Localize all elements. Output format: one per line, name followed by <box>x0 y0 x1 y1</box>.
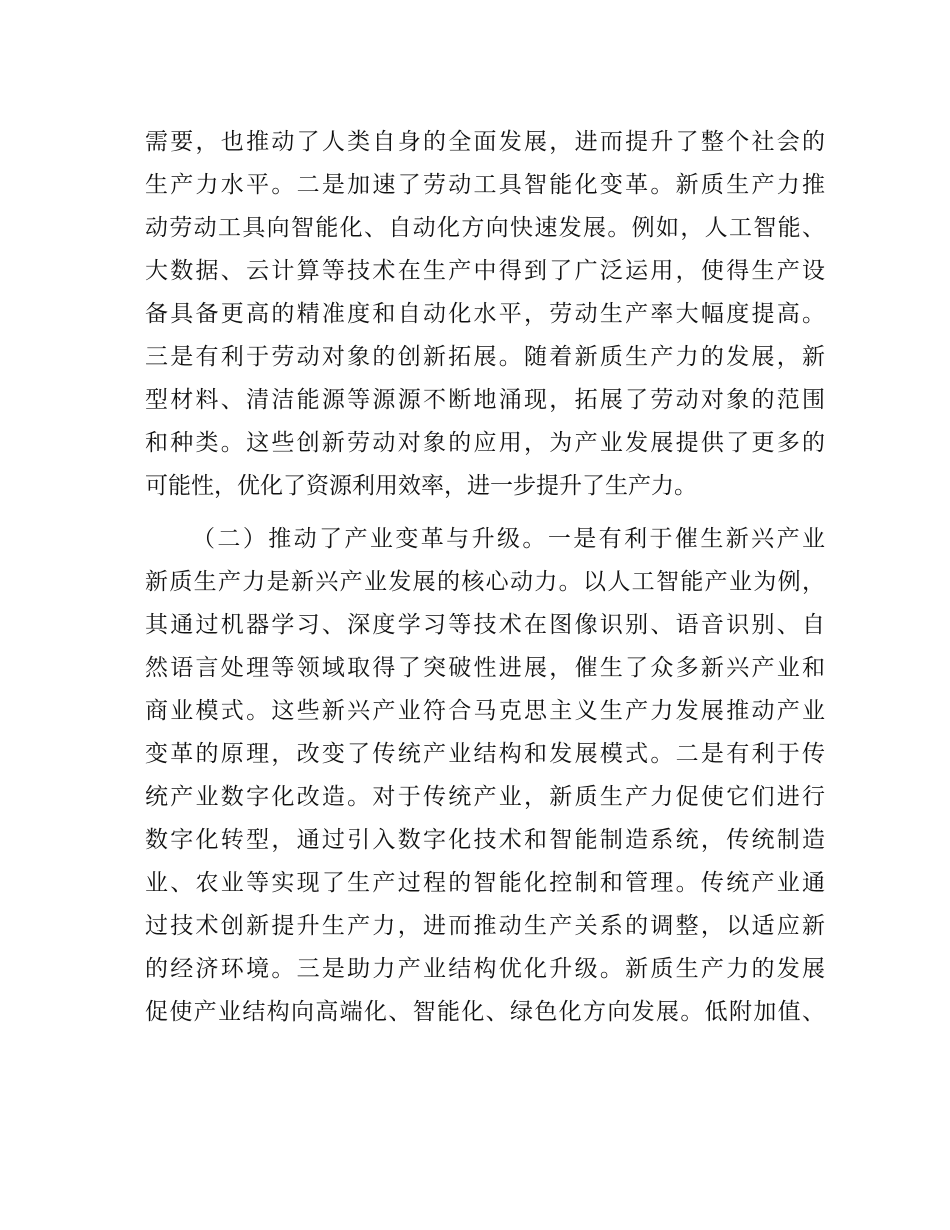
text-line: 过技术创新提升生产力，进而推动生产关系的调整，以适应新 <box>145 913 825 939</box>
text-line: 促使产业结构向高端化、智能化、绿色化方向发展。低附加值、 <box>145 999 825 1025</box>
text-line: 统产业数字化改造。对于传统产业，新质生产力促使它们进行 <box>145 784 825 810</box>
text-line: 大数据、云计算等技术在生产中得到了广泛运用，使得生产设 <box>145 258 825 284</box>
text-line: 新质生产力是新兴产业发展的核心动力。以人工智能产业为例， <box>145 569 825 595</box>
text-line: 生产力水平。二是加速了劳动工具智能化变革。新质生产力推 <box>145 172 825 198</box>
text-line: 商业模式。这些新兴产业符合马克思主义生产力发展推动产业 <box>145 698 825 724</box>
text-line: 三是有利于劳动对象的创新拓展。随着新质生产力的发展，新 <box>145 344 825 370</box>
text-line: 需要，也推动了人类自身的全面发展，进而提升了整个社会的 <box>145 129 825 155</box>
text-line: 可能性，优化了资源利用效率，进一步提升了生产力。 <box>145 473 697 499</box>
text-line: 变革的原理，改变了传统产业结构和发展模式。二是有利于传 <box>145 741 825 767</box>
paragraph-1 <box>145 121 825 508</box>
text-line: 型材料、清洁能源等源源不断地涌现，拓展了劳动对象的范围 <box>145 387 825 413</box>
paragraph-2 <box>145 518 825 1034</box>
text-line: 然语言处理等领域取得了突破性进展，催生了众多新兴产业和 <box>145 655 825 681</box>
text-line: 业、农业等实现了生产过程的智能化控制和管理。传统产业通 <box>145 870 825 896</box>
text-line: 动劳动工具向智能化、自动化方向快速发展。例如，人工智能、 <box>145 215 825 241</box>
text-line: 数字化转型，通过引入数字化技术和智能制造系统，传统制造 <box>145 827 825 853</box>
text-line: 的经济环境。三是助力产业结构优化升级。新质生产力的发展 <box>145 956 825 982</box>
text-line: 和种类。这些创新劳动对象的应用，为产业发展提供了更多的 <box>145 430 825 456</box>
text-line: 备具备更高的精准度和自动化水平，劳动生产率大幅度提高。 <box>145 301 825 327</box>
text-line: 其通过机器学习、深度学习等技术在图像识别、语音识别、自 <box>145 612 825 638</box>
section-heading-line: （二）推动了产业变革与升级。一是有利于催生新兴产业 <box>192 526 825 552</box>
